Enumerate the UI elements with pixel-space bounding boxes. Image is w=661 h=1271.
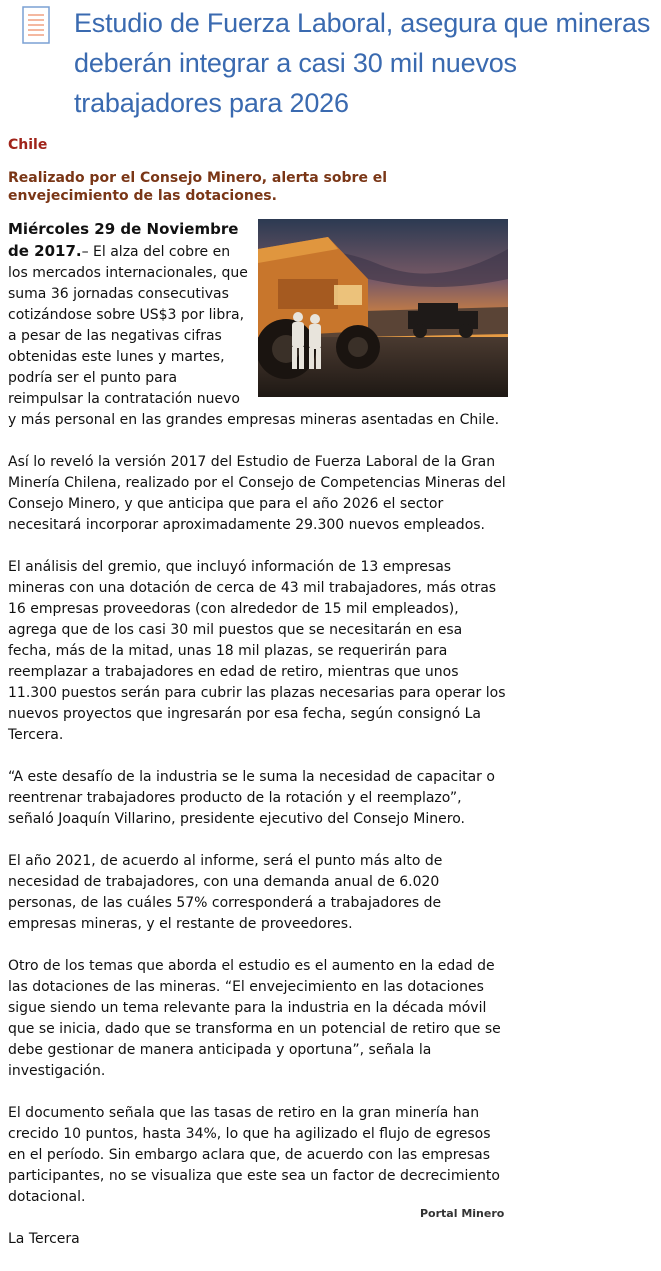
source-credit: La Tercera [8, 1231, 80, 1247]
paragraph: Otro de los temas que aborda el estudio es el aumento en la edad de las dotaciones de las mineras. “El envejecimiento en las dotaciones sigue siendo un tema relevante para la industria en la década móvil que se inicia, dado que se transforma en un potencial de retiro que se debe gestionar de manera anticipada y oportuna”, señala la investigación. [8, 958, 501, 1079]
lead-text: – El alza del cobre en los mercados internacionales, que suma 36 jornadas consecutivas cotizándose sobre US$3 por libra, a pesar de las negativas cifras obtenidas este lunes y martes, podría ser el punto para reimpulsar la contratación nuevo y más personal en las grandes empresas mineras asentadas en Chile. [8, 244, 500, 428]
paragraph: El análisis del gremio, que incluyó información de 13 empresas mineras con una dotación de cerca de 43 mil trabajadores, más otras 16 empresas proveedoras (con alrededor de 15 mil empleados), agrega que de los casi 30 mil puestos que se necesitarán en esa fecha, más de la mitad, unas 18 mil plazas, se requerirán para reemplazar a trabajadores en edad de retiro, mientras que unos 11.300 puestos serán para cubrir las plazas necesarias para operar los nuevos proyectos que ingresarán por esa fecha, según consignó La Tercera. [8, 559, 506, 743]
section-label: Chile [8, 137, 48, 153]
paragraph: Así lo reveló la versión 2017 del Estudio de Fuerza Laboral de la Gran Minería Chilena, realizado por el Consejo de Competencias Mineras del Consejo Minero, y que anticipa que para el año 2026 el sector necesitará incorporar aproximadamente 29.300 nuevos empleados. [8, 454, 506, 533]
article-body [8, 219, 508, 1271]
footer-brand: Portal Minero [420, 1207, 505, 1220]
article-subtitle: Realizado por el Consejo Minero, alerta sobre el envejecimiento de las dotaciones. [8, 170, 388, 204]
paragraph: El documento señala que las tasas de retiro en la gran minería han crecido 10 puntos, hasta 34%, lo que ha agilizado el flujo de egresos en el período. Sin embargo aclara que, de acuerdo con las empresas participantes, no se visualiza que este sea un factor de decrecimiento dotacional. [8, 1105, 500, 1205]
article-header [0, 0, 661, 124]
mining-truck-photo [258, 219, 508, 397]
dateline: Miércoles 29 de Noviembre de 2017. [8, 220, 239, 260]
paragraph: “A este desafío de la industria se le suma la necesidad de capacitar o reentrenar trabajadores producto de la rotación y el reemplazo”, señaló Joaquín Villarino, presidente ejecutivo del Consejo Minero. [8, 769, 495, 827]
paragraph: El año 2021, de acuerdo al informe, será el punto más alto de necesidad de trabajadores, con una demanda anual de 6.020 personas, de las cuáles 57% corresponderá a trabajadores de empresas mineras, y el restante de proveedores. [8, 853, 443, 932]
page-title: Estudio de Fuerza Laboral, asegura que mineras deberán integrar a casi 30 mil nuevos trabajadores para 2026 [74, 8, 651, 118]
document-icon [22, 6, 50, 44]
